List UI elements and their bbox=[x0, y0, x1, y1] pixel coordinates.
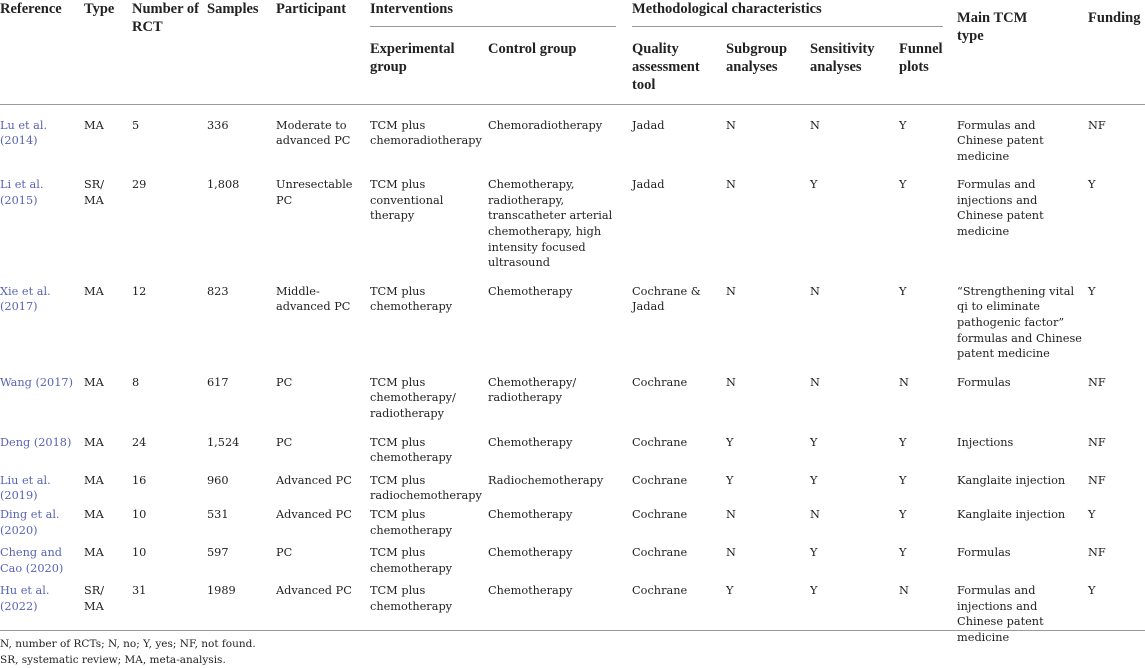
cell-funding: Y bbox=[1088, 284, 1096, 298]
cell-tcm: Formulas and Chinese patent medicine bbox=[957, 118, 1044, 163]
cell-participant: Moderate to advanced PC bbox=[276, 118, 351, 148]
cell-funnel: Y bbox=[899, 507, 907, 521]
cell-funding: NF bbox=[1088, 473, 1106, 487]
cell-sensitivity: Y bbox=[810, 178, 818, 192]
cell-subgroup: N bbox=[726, 178, 736, 192]
footnote-review-types: SR, systematic review; MA, meta-analysis. bbox=[0, 653, 226, 666]
cell-quality: Cochrane bbox=[632, 583, 688, 597]
table-row bbox=[0, 105, 1145, 165]
cell-experimental: TCM plus chemotherapy bbox=[370, 545, 453, 575]
header-samples: Samples bbox=[207, 1, 259, 17]
cell-funding: NF bbox=[1088, 375, 1106, 389]
cell-reference[interactable]: Ding et al. (2020) bbox=[0, 507, 60, 537]
cell-subgroup: N bbox=[726, 375, 736, 389]
cell-quality: Cochrane bbox=[632, 545, 688, 559]
cell-control: Chemoradiotherapy bbox=[488, 118, 603, 132]
cell-rct: 29 bbox=[132, 178, 147, 192]
cell-experimental: TCM plus conventional therapy bbox=[370, 178, 444, 223]
cell-control: Radiochemotherapy bbox=[488, 473, 604, 487]
cell-participant: Advanced PC bbox=[276, 583, 352, 597]
cell-tcm: Formulas and injections and Chinese patent medicine bbox=[957, 178, 1044, 239]
cell-samples: 1,808 bbox=[207, 178, 240, 192]
cell-participant: Middle-advanced PC bbox=[276, 284, 351, 314]
table-row bbox=[0, 466, 1145, 504]
header-interventions-label: Interventions bbox=[370, 1, 453, 17]
cell-subgroup: N bbox=[726, 284, 736, 298]
cell-samples: 1989 bbox=[207, 583, 236, 597]
header-quality-tool: Quality assessment tool bbox=[632, 23, 726, 104]
table-bottom-rule bbox=[0, 630, 1145, 631]
cell-tcm: Kanglaite injection bbox=[957, 507, 1066, 521]
table-row bbox=[0, 271, 1145, 362]
table-row bbox=[0, 542, 1145, 580]
cell-reference[interactable]: Lu et al. (2014) bbox=[0, 118, 48, 148]
table-row bbox=[0, 422, 1145, 466]
cell-quality: Cochrane bbox=[632, 473, 688, 487]
cell-funnel: N bbox=[899, 375, 909, 389]
cell-funnel: Y bbox=[899, 118, 907, 132]
cell-control: Chemotherapy bbox=[488, 583, 573, 597]
header-methodological-label: Methodological characteristics bbox=[632, 1, 822, 17]
cell-funding: NF bbox=[1088, 118, 1106, 132]
header-number-of-rct: Number of RCT bbox=[132, 1, 199, 35]
cell-tcm: Injections bbox=[957, 435, 1014, 449]
header-main-tcm bbox=[957, 0, 1088, 104]
cell-funnel: Y bbox=[899, 178, 907, 192]
cell-participant: Advanced PC bbox=[276, 473, 352, 487]
header-funding-label: Funding bbox=[1088, 10, 1141, 26]
cell-funnel: Y bbox=[899, 284, 907, 298]
cell-subgroup: Y bbox=[726, 473, 734, 487]
cell-sensitivity: N bbox=[810, 118, 820, 132]
cell-control: Chemotherapy/ radiotherapy bbox=[488, 375, 577, 405]
cell-tcm: Formulas bbox=[957, 375, 1011, 389]
cell-experimental: TCM plus chemotherapy bbox=[370, 583, 453, 613]
cell-experimental: TCM plus chemoradiotherapy bbox=[370, 118, 482, 148]
cell-funding: Y bbox=[1088, 507, 1096, 521]
cell-quality: Cochrane bbox=[632, 507, 688, 521]
header-experimental-group: Experimental group bbox=[370, 23, 488, 104]
cell-reference[interactable]: Deng (2018) bbox=[0, 435, 72, 449]
header-methodological bbox=[632, 0, 957, 23]
cell-quality: Jadad bbox=[632, 118, 665, 132]
cell-reference[interactable]: Hu et al. (2022) bbox=[0, 583, 50, 613]
table-row bbox=[0, 504, 1145, 542]
cell-participant: PC bbox=[276, 375, 293, 389]
cell-funding: NF bbox=[1088, 545, 1106, 559]
cell-rct: 8 bbox=[132, 375, 140, 389]
cell-sensitivity: Y bbox=[810, 583, 818, 597]
cell-type: MA bbox=[84, 507, 104, 521]
cell-tcm: Formulas and injections and Chinese patent medicine bbox=[957, 583, 1044, 644]
cell-samples: 823 bbox=[207, 284, 229, 298]
cell-type: MA bbox=[84, 473, 104, 487]
header-participant: Participant bbox=[276, 1, 347, 17]
cell-experimental: TCM plus chemotherapy/ radiotherapy bbox=[370, 375, 456, 420]
table-row bbox=[0, 164, 1145, 271]
cell-reference[interactable]: Liu et al. (2019) bbox=[0, 473, 51, 503]
cell-funding: Y bbox=[1088, 583, 1096, 597]
header-subgroup: Subgroup analyses bbox=[726, 23, 810, 104]
cell-sensitivity: N bbox=[810, 284, 820, 298]
cell-rct: 31 bbox=[132, 583, 147, 597]
cell-experimental: TCM plus chemotherapy bbox=[370, 507, 453, 537]
cell-subgroup: N bbox=[726, 118, 736, 132]
cell-type: MA bbox=[84, 545, 104, 559]
cell-subgroup: N bbox=[726, 507, 736, 521]
cell-subgroup: Y bbox=[726, 583, 734, 597]
cell-subgroup: Y bbox=[726, 435, 734, 449]
header-control-group: Control group bbox=[488, 23, 632, 104]
table-footnotes bbox=[0, 637, 256, 668]
cell-sensitivity: Y bbox=[810, 435, 818, 449]
header-sensitivity: Sensitivity analyses bbox=[810, 23, 899, 104]
cell-sensitivity: N bbox=[810, 375, 820, 389]
cell-reference[interactable]: Li et al. (2015) bbox=[0, 178, 44, 207]
cell-experimental: TCM plus radiochemotherapy bbox=[370, 473, 482, 503]
cell-tcm: “Strengthening vital qi to eliminate pathogenic factor” formulas and Chinese patent medicine bbox=[957, 284, 1082, 361]
table-header bbox=[0, 0, 1145, 105]
cell-funnel: Y bbox=[899, 473, 907, 487]
cell-quality: Cochrane bbox=[632, 435, 688, 449]
cell-type: SR/ MA bbox=[84, 583, 105, 613]
cell-quality: Jadad bbox=[632, 178, 665, 192]
table-row bbox=[0, 362, 1145, 422]
cell-rct: 10 bbox=[132, 507, 147, 521]
cell-samples: 1,524 bbox=[207, 435, 240, 449]
cell-funding: Y bbox=[1088, 178, 1096, 192]
cell-control: Chemotherapy bbox=[488, 545, 573, 559]
cell-subgroup: N bbox=[726, 545, 736, 559]
cell-rct: 10 bbox=[132, 545, 147, 559]
cell-funnel: N bbox=[899, 583, 909, 597]
cell-rct: 5 bbox=[132, 118, 140, 132]
cell-participant: Advanced PC bbox=[276, 507, 352, 521]
header-funnel: Funnel plots bbox=[899, 23, 957, 104]
cell-quality: Cochrane & Jadad bbox=[632, 284, 701, 314]
cell-funding: NF bbox=[1088, 435, 1106, 449]
cell-sensitivity: Y bbox=[810, 545, 818, 559]
cell-funnel: Y bbox=[899, 545, 907, 559]
cell-samples: 617 bbox=[207, 375, 229, 389]
header-main-tcm-label: Main TCM type bbox=[957, 10, 1028, 44]
cell-tcm: Kanglaite injection bbox=[957, 473, 1066, 487]
cell-rct: 16 bbox=[132, 473, 147, 487]
header-type: Type bbox=[84, 1, 115, 17]
cell-experimental: TCM plus chemotherapy bbox=[370, 435, 453, 465]
table-body bbox=[0, 105, 1145, 646]
cell-type: MA bbox=[84, 118, 104, 132]
cell-control: Chemotherapy bbox=[488, 507, 573, 521]
cell-type: MA bbox=[84, 435, 104, 449]
cell-samples: 336 bbox=[207, 118, 229, 132]
cell-control: Chemotherapy, radiotherapy, transcatheter arterial chemotherapy, high intensity focused ultrasound bbox=[488, 178, 613, 270]
cell-sensitivity: N bbox=[810, 507, 820, 521]
footnote-abbreviations: N, number of RCTs; N, no; Y, yes; NF, not found. bbox=[0, 638, 256, 650]
cell-participant: PC bbox=[276, 435, 293, 449]
cell-participant: PC bbox=[276, 545, 293, 559]
cell-type: MA bbox=[84, 375, 104, 389]
cell-reference[interactable]: Wang (2017) bbox=[0, 375, 74, 389]
cell-quality: Cochrane bbox=[632, 375, 688, 389]
cell-control: Chemotherapy bbox=[488, 435, 573, 449]
cell-sensitivity: Y bbox=[810, 473, 818, 487]
cell-type: MA bbox=[84, 284, 104, 298]
cell-experimental: TCM plus chemotherapy bbox=[370, 284, 453, 314]
cell-type: SR/ MA bbox=[84, 178, 105, 207]
cell-reference[interactable]: Cheng and Cao (2020) bbox=[0, 545, 64, 575]
cell-reference[interactable]: Xie et al. (2017) bbox=[0, 284, 51, 314]
cell-rct: 12 bbox=[132, 284, 147, 298]
cell-control: Chemotherapy bbox=[488, 284, 573, 298]
cell-rct: 24 bbox=[132, 435, 147, 449]
cell-samples: 597 bbox=[207, 545, 229, 559]
header-funding bbox=[1088, 0, 1145, 104]
cell-samples: 531 bbox=[207, 507, 229, 521]
cell-tcm: Formulas bbox=[957, 545, 1011, 559]
header-interventions bbox=[370, 0, 632, 23]
header-reference: Reference bbox=[0, 1, 62, 17]
cell-participant: Unresectable PC bbox=[276, 178, 353, 207]
cell-samples: 960 bbox=[207, 473, 229, 487]
cell-funnel: Y bbox=[899, 435, 907, 449]
